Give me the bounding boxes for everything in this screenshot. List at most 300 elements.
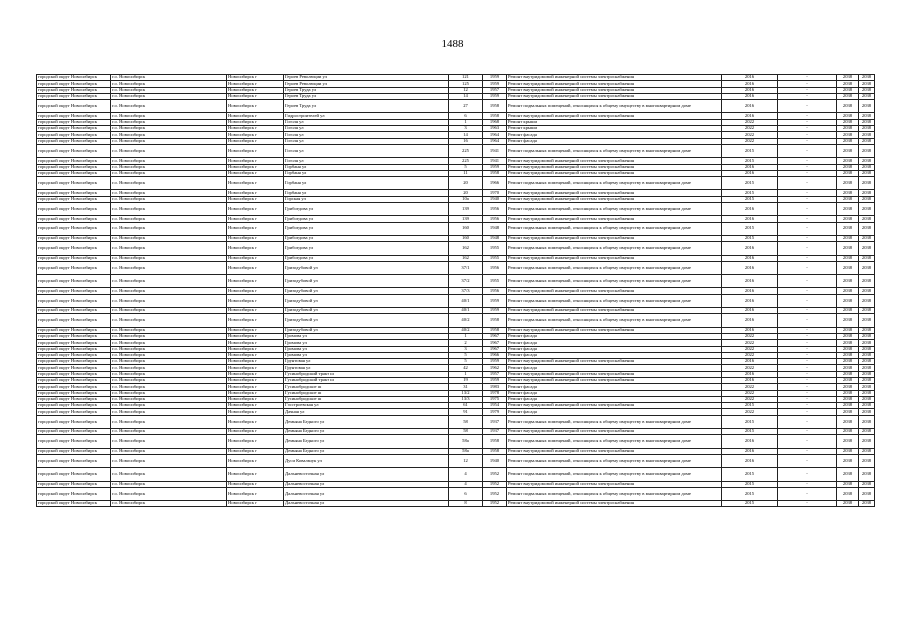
cell-house-number: 20 [449, 177, 483, 190]
cell-street: Гризодубовой ул [284, 327, 449, 333]
cell-street: Грунтовая ул [284, 365, 449, 371]
cell-dash: - [778, 314, 837, 327]
cell-street: Гоголя ул [284, 126, 449, 132]
cell-work-type: Ремонт подвальных помещений, относящихся к общему имуществу в многоквартирном доме [507, 435, 722, 448]
cell-settlement: Новосибирск г [227, 454, 284, 467]
cell-street: Гоголя ул [284, 119, 449, 125]
cell-year-to: 2038 [859, 196, 875, 202]
cell-municipal-district: городской округ Новосибирск [37, 429, 111, 435]
cell-municipal-district: городской округ Новосибирск [37, 87, 111, 93]
cell-dash: - [778, 352, 837, 358]
cell-street: Гризодубовой ул [284, 308, 449, 314]
cell-year-to: 2038 [859, 75, 875, 81]
cell-settlement: Новосибирск г [227, 487, 284, 500]
cell-year-from: 2038 [837, 454, 859, 467]
cell-year-to: 2038 [859, 481, 875, 487]
cell-dash: - [778, 158, 837, 164]
cell-dash: - [778, 100, 837, 113]
table-row [37, 501, 875, 507]
cell-street: Дальневосточная ул [284, 501, 449, 507]
cell-planned-year: 2022 [722, 138, 778, 144]
cell-street: Гусинобродское ш [284, 384, 449, 390]
cell-settlement: Новосибирск г [227, 468, 284, 481]
cell-house-number: 10а [449, 196, 483, 202]
cell-house-number: 225 [449, 144, 483, 157]
cell-house-number: 1 [449, 119, 483, 125]
cell-house-number: 8 [449, 501, 483, 507]
cell-city-district: г.о. Новосибирск [111, 164, 227, 170]
cell-work-type: Ремонт фасада [507, 390, 722, 396]
cell-house-number: 11 [449, 170, 483, 176]
cell-build-year: 1962 [483, 365, 507, 371]
cell-year-from: 2038 [837, 216, 859, 222]
cell-year-from: 2038 [837, 415, 859, 428]
cell-city-district: г.о. Новосибирск [111, 235, 227, 241]
cell-planned-year: 2016 [722, 294, 778, 307]
cell-year-from: 2038 [837, 81, 859, 87]
cell-municipal-district: городской округ Новосибирск [37, 196, 111, 202]
cell-city-district: г.о. Новосибирск [111, 415, 227, 428]
cell-dash: - [778, 403, 837, 409]
cell-year-from: 2038 [837, 196, 859, 202]
cell-city-district: г.о. Новосибирск [111, 132, 227, 138]
cell-year-from: 2038 [837, 288, 859, 294]
cell-build-year: 1959 [483, 81, 507, 87]
cell-planned-year: 2016 [722, 261, 778, 274]
cell-build-year: 1952 [483, 501, 507, 507]
cell-dash: - [778, 294, 837, 307]
cell-municipal-district: городской округ Новосибирск [37, 415, 111, 428]
cell-build-year: 1955 [483, 275, 507, 288]
cell-settlement: Новосибирск г [227, 415, 284, 428]
cell-street: Гусинобродское ш [284, 396, 449, 402]
cell-year-from: 2038 [837, 365, 859, 371]
cell-year-from: 2038 [837, 429, 859, 435]
cell-settlement: Новосибирск г [227, 409, 284, 415]
cell-municipal-district: городской округ Новосибирск [37, 242, 111, 255]
cell-municipal-district: городской округ Новосибирск [37, 371, 111, 377]
cell-city-district: г.о. Новосибирск [111, 308, 227, 314]
cell-dash: - [778, 196, 837, 202]
cell-city-district: г.о. Новосибирск [111, 314, 227, 327]
cell-year-from: 2038 [837, 359, 859, 365]
cell-year-from: 2038 [837, 203, 859, 216]
cell-municipal-district: городской округ Новосибирск [37, 203, 111, 216]
cell-build-year: 1955 [483, 242, 507, 255]
cell-year-from: 2038 [837, 435, 859, 448]
cell-year-from: 2038 [837, 340, 859, 346]
cell-build-year: 1958 [483, 113, 507, 119]
cell-planned-year: 2016 [722, 448, 778, 454]
cell-work-type: Ремонт фасада [507, 409, 722, 415]
cell-dash: - [778, 377, 837, 383]
table-row [37, 314, 875, 327]
cell-dash: - [778, 365, 837, 371]
cell-year-to: 2038 [859, 314, 875, 327]
cell-year-to: 2038 [859, 384, 875, 390]
cell-dash: - [778, 144, 837, 157]
cell-street: Грибоедова ул [284, 203, 449, 216]
cell-street: Горбаня ул [284, 190, 449, 196]
cell-dash: - [778, 132, 837, 138]
cell-settlement: Новосибирск г [227, 100, 284, 113]
cell-city-district: г.о. Новосибирск [111, 340, 227, 346]
cell-dash: - [778, 93, 837, 99]
cell-work-type: Ремонт подвальных помещений, относящихся к общему имуществу в многоквартирном доме [507, 242, 722, 255]
cell-dash: - [778, 203, 837, 216]
cell-year-to: 2038 [859, 409, 875, 415]
cell-settlement: Новосибирск г [227, 203, 284, 216]
cell-build-year: 1966 [483, 177, 507, 190]
cell-dash: - [778, 255, 837, 261]
cell-street: Горбаня ул [284, 164, 449, 170]
cell-city-district: г.о. Новосибирск [111, 93, 227, 99]
cell-municipal-district: городской округ Новосибирск [37, 158, 111, 164]
cell-municipal-district: городской округ Новосибирск [37, 359, 111, 365]
cell-municipal-district: городской округ Новосибирск [37, 81, 111, 87]
cell-planned-year: 2022 [722, 333, 778, 339]
cell-house-number: 40/2 [449, 314, 483, 327]
cell-settlement: Новосибирск г [227, 403, 284, 409]
cell-year-from: 2038 [837, 501, 859, 507]
cell-settlement: Новосибирск г [227, 164, 284, 170]
cell-build-year: 1958 [483, 448, 507, 454]
cell-work-type: Ремонт внутридомовой инженерной системы электроснабжения [507, 255, 722, 261]
cell-municipal-district: городской округ Новосибирск [37, 327, 111, 333]
cell-municipal-district: городской округ Новосибирск [37, 346, 111, 352]
cell-year-from: 2038 [837, 294, 859, 307]
cell-municipal-district: городской округ Новосибирск [37, 113, 111, 119]
cell-municipal-district: городской округ Новосибирск [37, 288, 111, 294]
cell-build-year: 1956 [483, 288, 507, 294]
cell-build-year: 1970 [483, 190, 507, 196]
cell-work-type: Ремонт внутридомовой инженерной системы электроснабжения [507, 158, 722, 164]
cell-build-year: 1940 [483, 454, 507, 467]
cell-build-year: 1958 [483, 170, 507, 176]
cell-build-year: 1957 [483, 371, 507, 377]
cell-work-type: Ремонт внутридомовой инженерной системы электроснабжения [507, 327, 722, 333]
cell-settlement: Новосибирск г [227, 87, 284, 93]
cell-planned-year: 2015 [722, 468, 778, 481]
cell-year-to: 2038 [859, 429, 875, 435]
cell-street: Героев Труда ул [284, 87, 449, 93]
cell-build-year: 1948 [483, 222, 507, 235]
cell-house-number: 4 [449, 481, 483, 487]
cell-year-from: 2038 [837, 384, 859, 390]
cell-year-to: 2038 [859, 190, 875, 196]
cell-house-number: 40/2 [449, 327, 483, 333]
cell-year-to: 2038 [859, 222, 875, 235]
cell-house-number: 61 [449, 403, 483, 409]
cell-street: Гоголя ул [284, 144, 449, 157]
cell-planned-year: 2016 [722, 81, 778, 87]
cell-street: Гризодубовой ул [284, 314, 449, 327]
cell-year-to: 2038 [859, 275, 875, 288]
cell-house-number: 37/1 [449, 261, 483, 274]
cell-work-type: Ремонт подвальных помещений, относящихся к общему имуществу в многоквартирном доме [507, 275, 722, 288]
cell-year-to: 2038 [859, 294, 875, 307]
cell-year-from: 2038 [837, 119, 859, 125]
cell-dash: - [778, 429, 837, 435]
cell-street: Горская ул [284, 196, 449, 202]
cell-year-from: 2038 [837, 164, 859, 170]
cell-dash: - [778, 138, 837, 144]
cell-planned-year: 2016 [722, 164, 778, 170]
cell-settlement: Новосибирск г [227, 235, 284, 241]
cell-year-from: 2038 [837, 275, 859, 288]
cell-city-district: г.о. Новосибирск [111, 352, 227, 358]
table-row [37, 242, 875, 255]
cell-street: Дальневосточная ул [284, 481, 449, 487]
cell-year-to: 2038 [859, 501, 875, 507]
cell-municipal-district: городской округ Новосибирск [37, 468, 111, 481]
cell-house-number: 27 [449, 100, 483, 113]
cell-work-type: Ремонт внутридомовой инженерной системы электроснабжения [507, 81, 722, 87]
cell-planned-year: 2016 [722, 100, 778, 113]
cell-planned-year: 2015 [722, 429, 778, 435]
cell-house-number: 2 [449, 340, 483, 346]
cell-municipal-district: городской округ Новосибирск [37, 308, 111, 314]
cell-year-to: 2038 [859, 164, 875, 170]
cell-city-district: г.о. Новосибирск [111, 409, 227, 415]
table-row [37, 261, 875, 274]
cell-city-district: г.о. Новосибирск [111, 487, 227, 500]
cell-year-to: 2038 [859, 346, 875, 352]
cell-planned-year: 2016 [722, 314, 778, 327]
cell-work-type: Ремонт внутридомовой инженерной системы электроснабжения [507, 170, 722, 176]
cell-settlement: Новосибирск г [227, 288, 284, 294]
cell-dash: - [778, 409, 837, 415]
cell-dash: - [778, 468, 837, 481]
cell-planned-year: 2022 [722, 384, 778, 390]
cell-house-number: 12 [449, 454, 483, 467]
cell-work-type: Ремонт подвальных помещений, относящихся к общему имуществу в многоквартирном доме [507, 294, 722, 307]
cell-city-district: г.о. Новосибирск [111, 371, 227, 377]
cell-settlement: Новосибирск г [227, 333, 284, 339]
cell-planned-year: 2016 [722, 170, 778, 176]
cell-city-district: г.о. Новосибирск [111, 346, 227, 352]
cell-year-to: 2038 [859, 396, 875, 402]
cell-municipal-district: городской округ Новосибирск [37, 222, 111, 235]
cell-work-type: Ремонт подвальных помещений, относящихся к общему имуществу в многоквартирном доме [507, 144, 722, 157]
cell-year-to: 2038 [859, 100, 875, 113]
cell-year-to: 2038 [859, 170, 875, 176]
table-body [37, 75, 875, 507]
cell-house-number: 58а [449, 448, 483, 454]
cell-work-type: Ремонт внутридомовой инженерной системы электроснабжения [507, 113, 722, 119]
cell-house-number: 19 [449, 377, 483, 383]
cell-municipal-district: городской округ Новосибирск [37, 216, 111, 222]
cell-year-from: 2038 [837, 158, 859, 164]
cell-work-type: Ремонт подвальных помещений, относящихся к общему имуществу в многоквартирном доме [507, 454, 722, 467]
cell-settlement: Новосибирск г [227, 93, 284, 99]
cell-city-district: г.о. Новосибирск [111, 255, 227, 261]
cell-work-type: Ремонт подвальных помещений, относящихся к общему имуществу в многоквартирном доме [507, 468, 722, 481]
cell-year-to: 2038 [859, 93, 875, 99]
cell-street: Демьяна Бедного ул [284, 415, 449, 428]
cell-year-to: 2038 [859, 403, 875, 409]
cell-city-district: г.о. Новосибирск [111, 365, 227, 371]
cell-dash: - [778, 371, 837, 377]
cell-municipal-district: городской округ Новосибирск [37, 333, 111, 339]
cell-house-number: 13/3 [449, 396, 483, 402]
cell-year-to: 2038 [859, 288, 875, 294]
cell-city-district: г.о. Новосибирск [111, 216, 227, 222]
cell-year-to: 2038 [859, 365, 875, 371]
cell-settlement: Новосибирск г [227, 222, 284, 235]
cell-year-from: 2038 [837, 371, 859, 377]
cell-planned-year: 2022 [722, 352, 778, 358]
cell-build-year: 1959 [483, 377, 507, 383]
cell-municipal-district: городской округ Новосибирск [37, 352, 111, 358]
cell-work-type: Ремонт подвальных помещений, относящихся к общему имуществу в многоквартирном доме [507, 487, 722, 500]
cell-street: Героев Революции ул [284, 81, 449, 87]
cell-house-number: 5 [449, 352, 483, 358]
cell-year-to: 2038 [859, 448, 875, 454]
cell-year-from: 2038 [837, 144, 859, 157]
cell-year-to: 2038 [859, 216, 875, 222]
cell-municipal-district: городской округ Новосибирск [37, 487, 111, 500]
cell-work-type: Ремонт фасада [507, 132, 722, 138]
cell-municipal-district: городской округ Новосибирск [37, 255, 111, 261]
cell-settlement: Новосибирск г [227, 242, 284, 255]
cell-year-from: 2038 [837, 113, 859, 119]
cell-settlement: Новосибирск г [227, 177, 284, 190]
cell-year-to: 2038 [859, 340, 875, 346]
cell-year-to: 2038 [859, 81, 875, 87]
cell-build-year: 1958 [483, 314, 507, 327]
cell-settlement: Новосибирск г [227, 501, 284, 507]
cell-house-number: 6 [449, 487, 483, 500]
cell-build-year: 1959 [483, 93, 507, 99]
cell-municipal-district: городской округ Новосибирск [37, 275, 111, 288]
cell-year-to: 2038 [859, 327, 875, 333]
cell-build-year: 1963 [483, 126, 507, 132]
cell-house-number: 5 [449, 359, 483, 365]
cell-year-from: 2038 [837, 352, 859, 358]
cell-planned-year: 2015 [722, 501, 778, 507]
cell-municipal-district: городской округ Новосибирск [37, 390, 111, 396]
cell-year-from: 2038 [837, 242, 859, 255]
cell-dash: - [778, 242, 837, 255]
cell-work-type: Ремонт фасада [507, 365, 722, 371]
cell-planned-year: 2016 [722, 359, 778, 365]
records-table [36, 74, 875, 507]
cell-city-district: г.о. Новосибирск [111, 144, 227, 157]
cell-year-from: 2038 [837, 377, 859, 383]
cell-house-number: 6 [449, 113, 483, 119]
cell-year-to: 2038 [859, 468, 875, 481]
cell-year-from: 2038 [837, 126, 859, 132]
cell-build-year: 1952 [483, 487, 507, 500]
cell-street: Гоголя ул [284, 132, 449, 138]
cell-planned-year: 2015 [722, 415, 778, 428]
cell-city-district: г.о. Новосибирск [111, 177, 227, 190]
cell-settlement: Новосибирск г [227, 314, 284, 327]
table-row [37, 100, 875, 113]
cell-city-district: г.о. Новосибирск [111, 222, 227, 235]
cell-work-type: Ремонт фасада [507, 384, 722, 390]
cell-settlement: Новосибирск г [227, 308, 284, 314]
cell-municipal-district: городской округ Новосибирск [37, 100, 111, 113]
cell-year-from: 2038 [837, 235, 859, 241]
table-row [37, 468, 875, 481]
cell-municipal-district: городской округ Новосибирск [37, 340, 111, 346]
cell-street: Демьяна Бедного ул [284, 435, 449, 448]
cell-city-district: г.о. Новосибирск [111, 501, 227, 507]
cell-build-year: 1979 [483, 409, 507, 415]
cell-street: Грибоедова ул [284, 235, 449, 241]
cell-year-to: 2038 [859, 119, 875, 125]
cell-planned-year: 2016 [722, 242, 778, 255]
cell-work-type: Ремонт крыши [507, 126, 722, 132]
cell-dash: - [778, 308, 837, 314]
cell-settlement: Новосибирск г [227, 138, 284, 144]
cell-settlement: Новосибирск г [227, 377, 284, 383]
cell-planned-year: 2015 [722, 235, 778, 241]
cell-work-type: Ремонт внутридомовой инженерной системы электроснабжения [507, 235, 722, 241]
cell-municipal-district: городской округ Новосибирск [37, 144, 111, 157]
cell-work-type: Ремонт подвальных помещений, относящихся к общему имуществу в многоквартирном доме [507, 222, 722, 235]
cell-work-type: Ремонт внутридомовой инженерной системы электроснабжения [507, 87, 722, 93]
cell-year-from: 2038 [837, 390, 859, 396]
cell-planned-year: 2015 [722, 190, 778, 196]
cell-planned-year: 2016 [722, 255, 778, 261]
cell-planned-year: 2016 [722, 435, 778, 448]
cell-work-type: Ремонт подвальных помещений, относящихся к общему имуществу в многоквартирном доме [507, 261, 722, 274]
cell-city-district: г.о. Новосибирск [111, 435, 227, 448]
cell-build-year: 1958 [483, 435, 507, 448]
cell-work-type: Ремонт внутридомовой инженерной системы электроснабжения [507, 75, 722, 81]
cell-house-number: 162 [449, 255, 483, 261]
cell-municipal-district: городской округ Новосибирск [37, 294, 111, 307]
cell-planned-year: 2015 [722, 222, 778, 235]
cell-city-district: г.о. Новосибирск [111, 377, 227, 383]
cell-build-year: 1959 [483, 308, 507, 314]
cell-build-year: 1956 [483, 203, 507, 216]
cell-municipal-district: городской округ Новосибирск [37, 314, 111, 327]
cell-street: Громова ул [284, 333, 449, 339]
cell-dash: - [778, 327, 837, 333]
cell-municipal-district: городской округ Новосибирск [37, 126, 111, 132]
cell-street: Горбаня ул [284, 170, 449, 176]
cell-municipal-district: городской округ Новосибирск [37, 384, 111, 390]
cell-work-type: Ремонт крыши [507, 119, 722, 125]
cell-settlement: Новосибирск г [227, 196, 284, 202]
cell-year-to: 2038 [859, 352, 875, 358]
cell-municipal-district: городской округ Новосибирск [37, 235, 111, 241]
cell-street: Дальневосточная ул [284, 487, 449, 500]
table-row [37, 435, 875, 448]
cell-planned-year: 2022 [722, 409, 778, 415]
table-row [37, 144, 875, 157]
cell-planned-year: 2015 [722, 487, 778, 500]
cell-planned-year: 2016 [722, 75, 778, 81]
cell-dash: - [778, 346, 837, 352]
cell-year-to: 2038 [859, 177, 875, 190]
cell-street: Громова ул [284, 352, 449, 358]
cell-house-number: 225 [449, 158, 483, 164]
cell-year-to: 2038 [859, 158, 875, 164]
cell-build-year: 1966 [483, 352, 507, 358]
cell-work-type: Ремонт внутридомовой инженерной системы электроснабжения [507, 429, 722, 435]
cell-planned-year: 2016 [722, 327, 778, 333]
cell-year-from: 2038 [837, 177, 859, 190]
cell-municipal-district: городской округ Новосибирск [37, 138, 111, 144]
cell-year-to: 2038 [859, 359, 875, 365]
cell-city-district: г.о. Новосибирск [111, 113, 227, 119]
cell-settlement: Новосибирск г [227, 216, 284, 222]
